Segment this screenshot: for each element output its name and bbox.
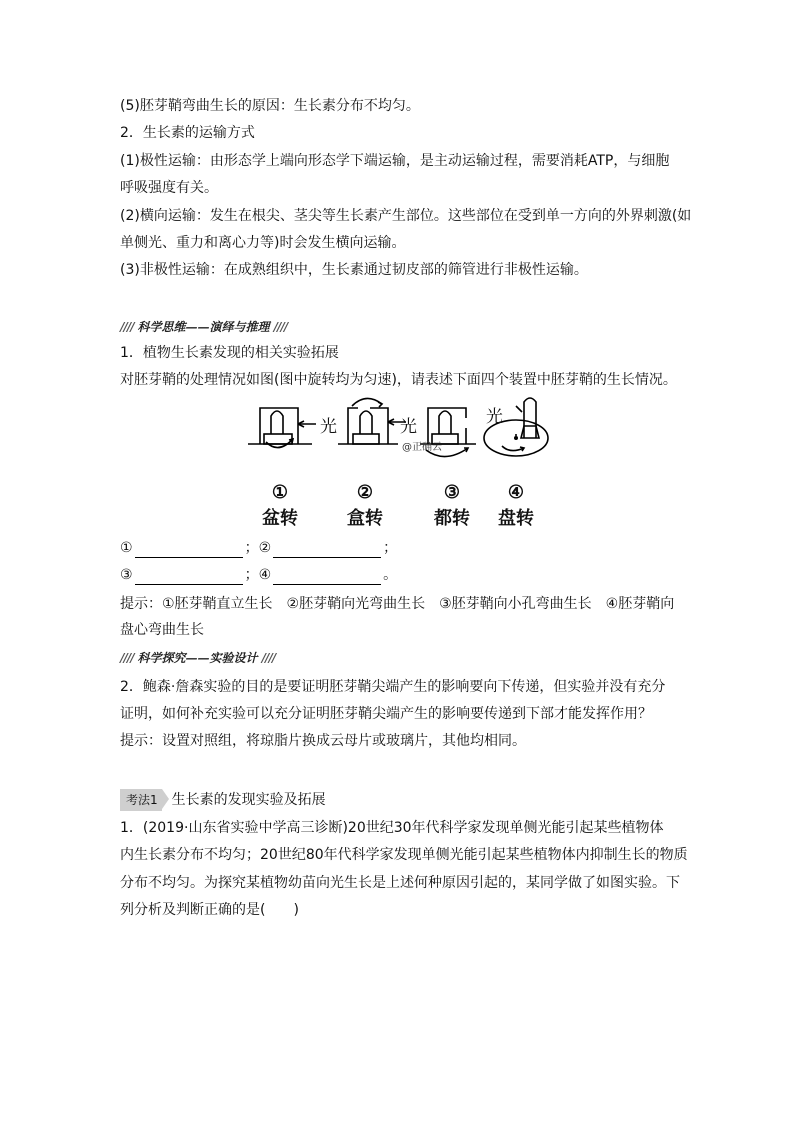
exercise-line: 分布不均匀。为探究某植物幼苗向光生长是上述何种原因引起的，某同学做了如图实验。下 bbox=[120, 875, 680, 891]
question-body: 对胚芽鞘的处理情况如图(图中旋转均为匀速)，请表述下面四个装置中胚芽鞘的生长情况。 bbox=[120, 372, 677, 388]
separator: ； bbox=[244, 540, 259, 556]
kaofa-badge: 考法1 bbox=[120, 789, 162, 811]
blank-label-3: ③ bbox=[120, 567, 133, 583]
period: 。 bbox=[383, 567, 398, 583]
separator: ； bbox=[244, 567, 259, 583]
device-2-number: ② bbox=[356, 482, 374, 503]
question-title: 1．植物生长素发现的相关实验拓展 bbox=[120, 345, 339, 361]
answer-blanks-row-1 bbox=[120, 538, 397, 558]
decor-slashes: //// bbox=[261, 651, 276, 665]
device-3-number: ③ bbox=[443, 482, 461, 503]
hint-line: 提示：设置对照组，将琼脂片换成云母片或玻璃片，其他均相同。 bbox=[120, 733, 526, 749]
decor-slashes: //// bbox=[120, 651, 134, 665]
device-1-diagram bbox=[248, 408, 316, 448]
kaofa-title: 生长素的发现实验及拓展 bbox=[171, 792, 326, 808]
light-label-2: 光 bbox=[400, 417, 417, 437]
section-title: 科学思维——演绎与推理 bbox=[137, 320, 270, 334]
device-1-number: ① bbox=[271, 482, 289, 503]
exercise-line: 1．(2019·山东省实验中学高三诊断)20世纪30年代科学家发现单侧光能引起某些植物体 bbox=[120, 820, 664, 836]
text-line: 呼吸强度有关。 bbox=[120, 180, 218, 196]
decor-slashes: //// bbox=[273, 320, 288, 334]
hint-line: 提示：①胚芽鞘直立生长 ②胚芽鞘向光弯曲生长 ③胚芽鞘向小孔弯曲生长 ④胚芽鞘向 bbox=[120, 596, 675, 612]
watermark: @正确云 bbox=[402, 442, 442, 453]
blank-label-1: ① bbox=[120, 540, 133, 556]
answer-blank-3[interactable] bbox=[135, 570, 243, 585]
text-line: 单侧光、重力和离心力等)时会发生横向运输。 bbox=[120, 235, 406, 251]
answer-blank-4[interactable] bbox=[273, 570, 381, 585]
text-line: 2．生长素的运输方式 bbox=[120, 125, 255, 141]
question-2-line: 2．鲍森·詹森实验的目的是要证明胚芽鞘尖端产生的影响要向下传递，但实验并没有充分 bbox=[120, 679, 666, 695]
answer-blank-2[interactable] bbox=[273, 543, 381, 558]
device-2-diagram bbox=[338, 398, 406, 444]
decor-slashes: //// bbox=[120, 320, 134, 334]
exercise-line: 列分析及判断正确的是( ) bbox=[120, 902, 299, 918]
kaofa-heading bbox=[120, 789, 326, 811]
light-label-1: 光 bbox=[320, 417, 337, 437]
device-4-number: ④ bbox=[507, 482, 525, 503]
device-1-label: 盆转 bbox=[262, 508, 298, 529]
light-label-4: 光 bbox=[486, 407, 503, 427]
blank-label-4: ④ bbox=[258, 567, 272, 583]
question-2-line: 证明，如何补充实验可以充分证明胚芽鞘尖端产生的影响要传递到下部才能发挥作用？ bbox=[120, 706, 652, 722]
section-header-science-thinking bbox=[120, 318, 291, 335]
answer-blanks-row-2 bbox=[120, 565, 397, 585]
experiment-figure bbox=[240, 396, 560, 531]
text-line: (5)胚芽鞘弯曲生长的原因：生长素分布不均匀。 bbox=[120, 98, 420, 114]
device-3-label: 都转 bbox=[434, 508, 470, 529]
text-line: (3)非极性运输：在成熟组织中，生长素通过韧皮部的筛管进行非极性运输。 bbox=[120, 262, 588, 278]
device-2-label: 盒转 bbox=[347, 508, 383, 529]
text-line: (1)极性运输：由形态学上端向形态学下端运输，是主动运输过程，需要消耗ATP，与细胞 bbox=[120, 153, 670, 169]
turntable-center-dot bbox=[514, 436, 518, 440]
section-header-science-inquiry bbox=[120, 649, 279, 666]
hint-line: 盘心弯曲生长 bbox=[120, 622, 204, 638]
device-4-label: 盘转 bbox=[498, 508, 534, 529]
exercise-line: 内生长素分布不均匀；20世纪80年代科学家发现单侧光能引起某些植物体内抑制生长的物质 bbox=[120, 847, 688, 863]
blank-label-2: ② bbox=[258, 540, 272, 556]
separator: ； bbox=[383, 540, 398, 556]
section-title: 科学探究——实验设计 bbox=[137, 651, 258, 665]
answer-blank-1[interactable] bbox=[135, 543, 243, 558]
text-line: (2)横向运输：发生在根尖、茎尖等生长素产生部位。这些部位在受到单一方向的外界刺激(如 bbox=[120, 208, 692, 224]
